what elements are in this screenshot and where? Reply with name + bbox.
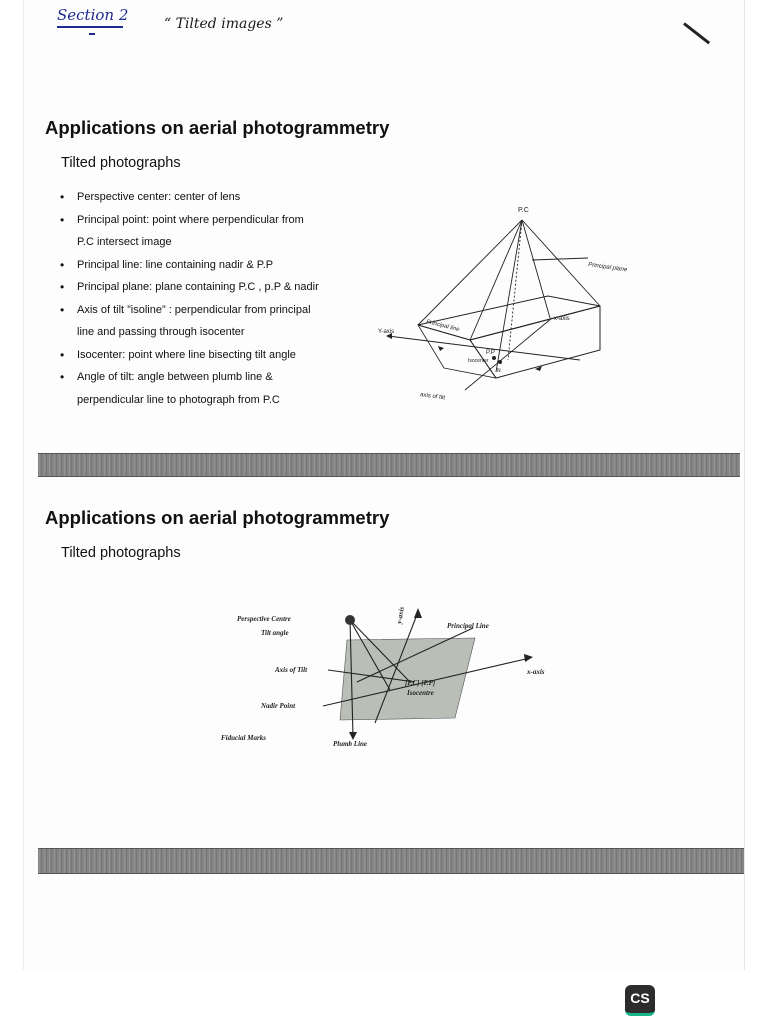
slide1-subtitle: Tilted photographs: [61, 155, 181, 171]
perspective-centre-label: Perspective Centre: [237, 615, 291, 623]
definition-list: [60, 186, 350, 411]
list-item-continuation: perpendicular line to photograph from P.C: [77, 393, 280, 406]
camscanner-logo: CS: [625, 985, 655, 1016]
principal-plane-label: Principal plane: [587, 262, 628, 274]
list-item: • Principal line: line containing nadir & P.P: [60, 254, 350, 277]
isocenter-label: Isocenter: [468, 358, 489, 364]
perspective-centre-point: [345, 615, 355, 625]
axis-of-tilt-label: axis of tilt: [419, 392, 446, 402]
slide2-subtitle: Tilted photographs: [61, 545, 181, 561]
y-axis-label: y-axis: [395, 606, 406, 625]
list-item: • Angle of tilt: angle between plumb line &: [60, 366, 350, 389]
pc-pp-label: [P.C] [P.P]: [405, 679, 436, 687]
axis-of-tilt-label: Axis of Tilt: [275, 666, 308, 674]
nadir-point-label: Nadir Point: [261, 702, 296, 710]
list-item: • Isocenter: point where line bisecting tilt angle: [60, 344, 350, 367]
list-item: • Axis of tilt ”isoline” : perpendicular from principal: [60, 299, 350, 322]
slide-separator: [38, 848, 744, 874]
list-item: • Principal point: point where perpendicular from: [60, 209, 350, 232]
tilt-angle-label: Tilt angle: [261, 629, 289, 637]
principal-line-label: Principal line: [425, 319, 460, 334]
fiducial-marks-label: Fiducial Marks: [221, 734, 266, 742]
x-axis-label: x-axis: [527, 668, 545, 676]
plumb-line-label: Plumb Line: [333, 740, 368, 748]
underline-dash: [89, 33, 95, 35]
nadir-n-label: N: [497, 368, 501, 374]
list-item-continuation: line and passing through isocenter: [77, 326, 245, 338]
tilted-photograph-axes-diagram: [215, 598, 575, 758]
handwritten-note: “ Tilted images ”: [164, 16, 284, 32]
x-axis-label: x-axis: [554, 316, 570, 322]
slide-separator: [38, 453, 740, 477]
pp-label: P.P: [486, 350, 495, 356]
tilted-photo-pyramid-diagram: [370, 200, 670, 405]
list-item: • Perspective center: center of lens: [60, 186, 350, 209]
principal-line-label: Principal Line: [447, 622, 489, 630]
list-item: • Principal plane: plane containing P.C , p.P & nadir: [60, 276, 350, 299]
y-axis-label: Y-axis: [378, 329, 395, 335]
slide2-title: Applications on aerial photogrammetry: [45, 507, 390, 528]
isocentre-label: Isocentre: [407, 689, 434, 697]
slide1-title: Applications on aerial photogrammetry: [45, 117, 390, 138]
handwritten-section-label: Section 2: [57, 6, 128, 24]
list-item-continuation: P.C intersect image: [77, 236, 172, 248]
underline: [57, 26, 123, 28]
pc-label: P.C: [518, 207, 529, 214]
scanned-page: [24, 0, 744, 970]
